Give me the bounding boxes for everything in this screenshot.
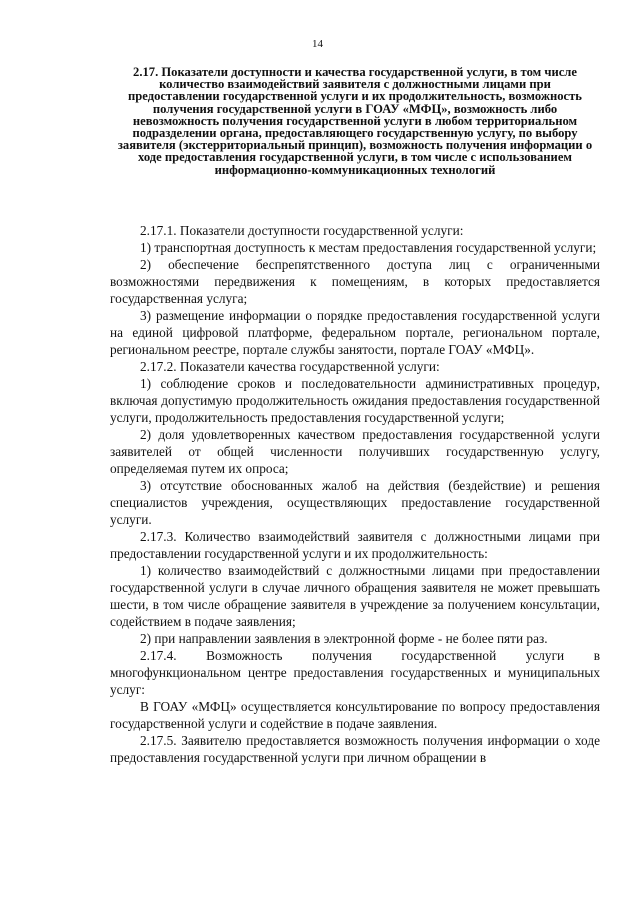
paragraph: 1) соблюдение сроков и последовательности административных процедур, включая допустимую продолжительность ожидания предоставления государственной услуги, продолжительность предоставления государственной услуги; xyxy=(110,376,600,425)
paragraph: 2.17.5. Заявителю предоставляется возможность получения информации о ходе предоставления государственной услуги при личном обращении в xyxy=(110,733,600,765)
paragraph: 2) обеспечение беспрепятственного доступа лиц с ограниченными возможностями передвижения к помещениям, в которых предоставляется государственная услуга; xyxy=(110,257,600,306)
page-number: 14 xyxy=(312,38,323,50)
paragraph: В ГОАУ «МФЦ» осуществляется консультирование по вопросу предоставления государственной услуги и содействие в подаче заявления. xyxy=(110,699,600,731)
section-heading: 2.17. Показатели доступности и качества государственной услуги, в том числе количество взаимодействий заявителя с должностными лицами при предоставлении государственной услуги и их продолжительность, возможность получения государственной услуги в ГОАУ «МФЦ», возможность либо невозможность получения государственной услуги в любом территориальном подразделении органа, предоставляющего государственную услугу, по выбору заявителя (экстерриториальный принцип), возможность получения информации о ходе предоставления государственной услуги, в том числе с использованием информационно-коммуникационных технологий xyxy=(117,65,593,177)
paragraph: 2.17.2. Показатели качества государственной услуги: xyxy=(140,359,440,374)
paragraph: 2) при направлении заявления в электронной форме - не более пяти раз. xyxy=(140,631,548,646)
section-body xyxy=(110,222,600,766)
paragraph: 3) размещение информации о порядке предоставления государственной услуги на единой цифровой платформе, федеральном портале, региональном портале, региональном реестре, портале службы занятости, портале ГОАУ «МФЦ». xyxy=(110,308,600,357)
paragraph: 3) отсутствие обоснованных жалоб на действия (бездействие) и решения специалистов учреждения, осуществляющих предоставление государственной услуги. xyxy=(110,478,600,527)
paragraph: 1) транспортная доступность к местам предоставления государственной услуги; xyxy=(140,240,597,255)
paragraph: 2.17.4. Возможность получения государственной услуги в многофункциональном центре предоставления государственных и муниципальных услуг: xyxy=(110,648,600,697)
paragraph: 2.17.3. Количество взаимодействий заявителя с должностными лицами при предоставлении государственной услуги и их продолжительность: xyxy=(110,529,600,561)
paragraph: 2.17.1. Показатели доступности государственной услуги: xyxy=(140,223,464,238)
paragraph: 2) доля удовлетворенных качеством предоставления государственной услуги заявителей от общей численности получивших государственную услугу, определяемая путем их опроса; xyxy=(110,427,600,476)
paragraph: 1) количество взаимодействий с должностными лицами при предоставлении государственной услуги в случае личного обращения заявителя не может превышать шести, в том числе обращение заявителя в учреждение за получением консультации, содействием в подаче заявления; xyxy=(110,563,600,629)
